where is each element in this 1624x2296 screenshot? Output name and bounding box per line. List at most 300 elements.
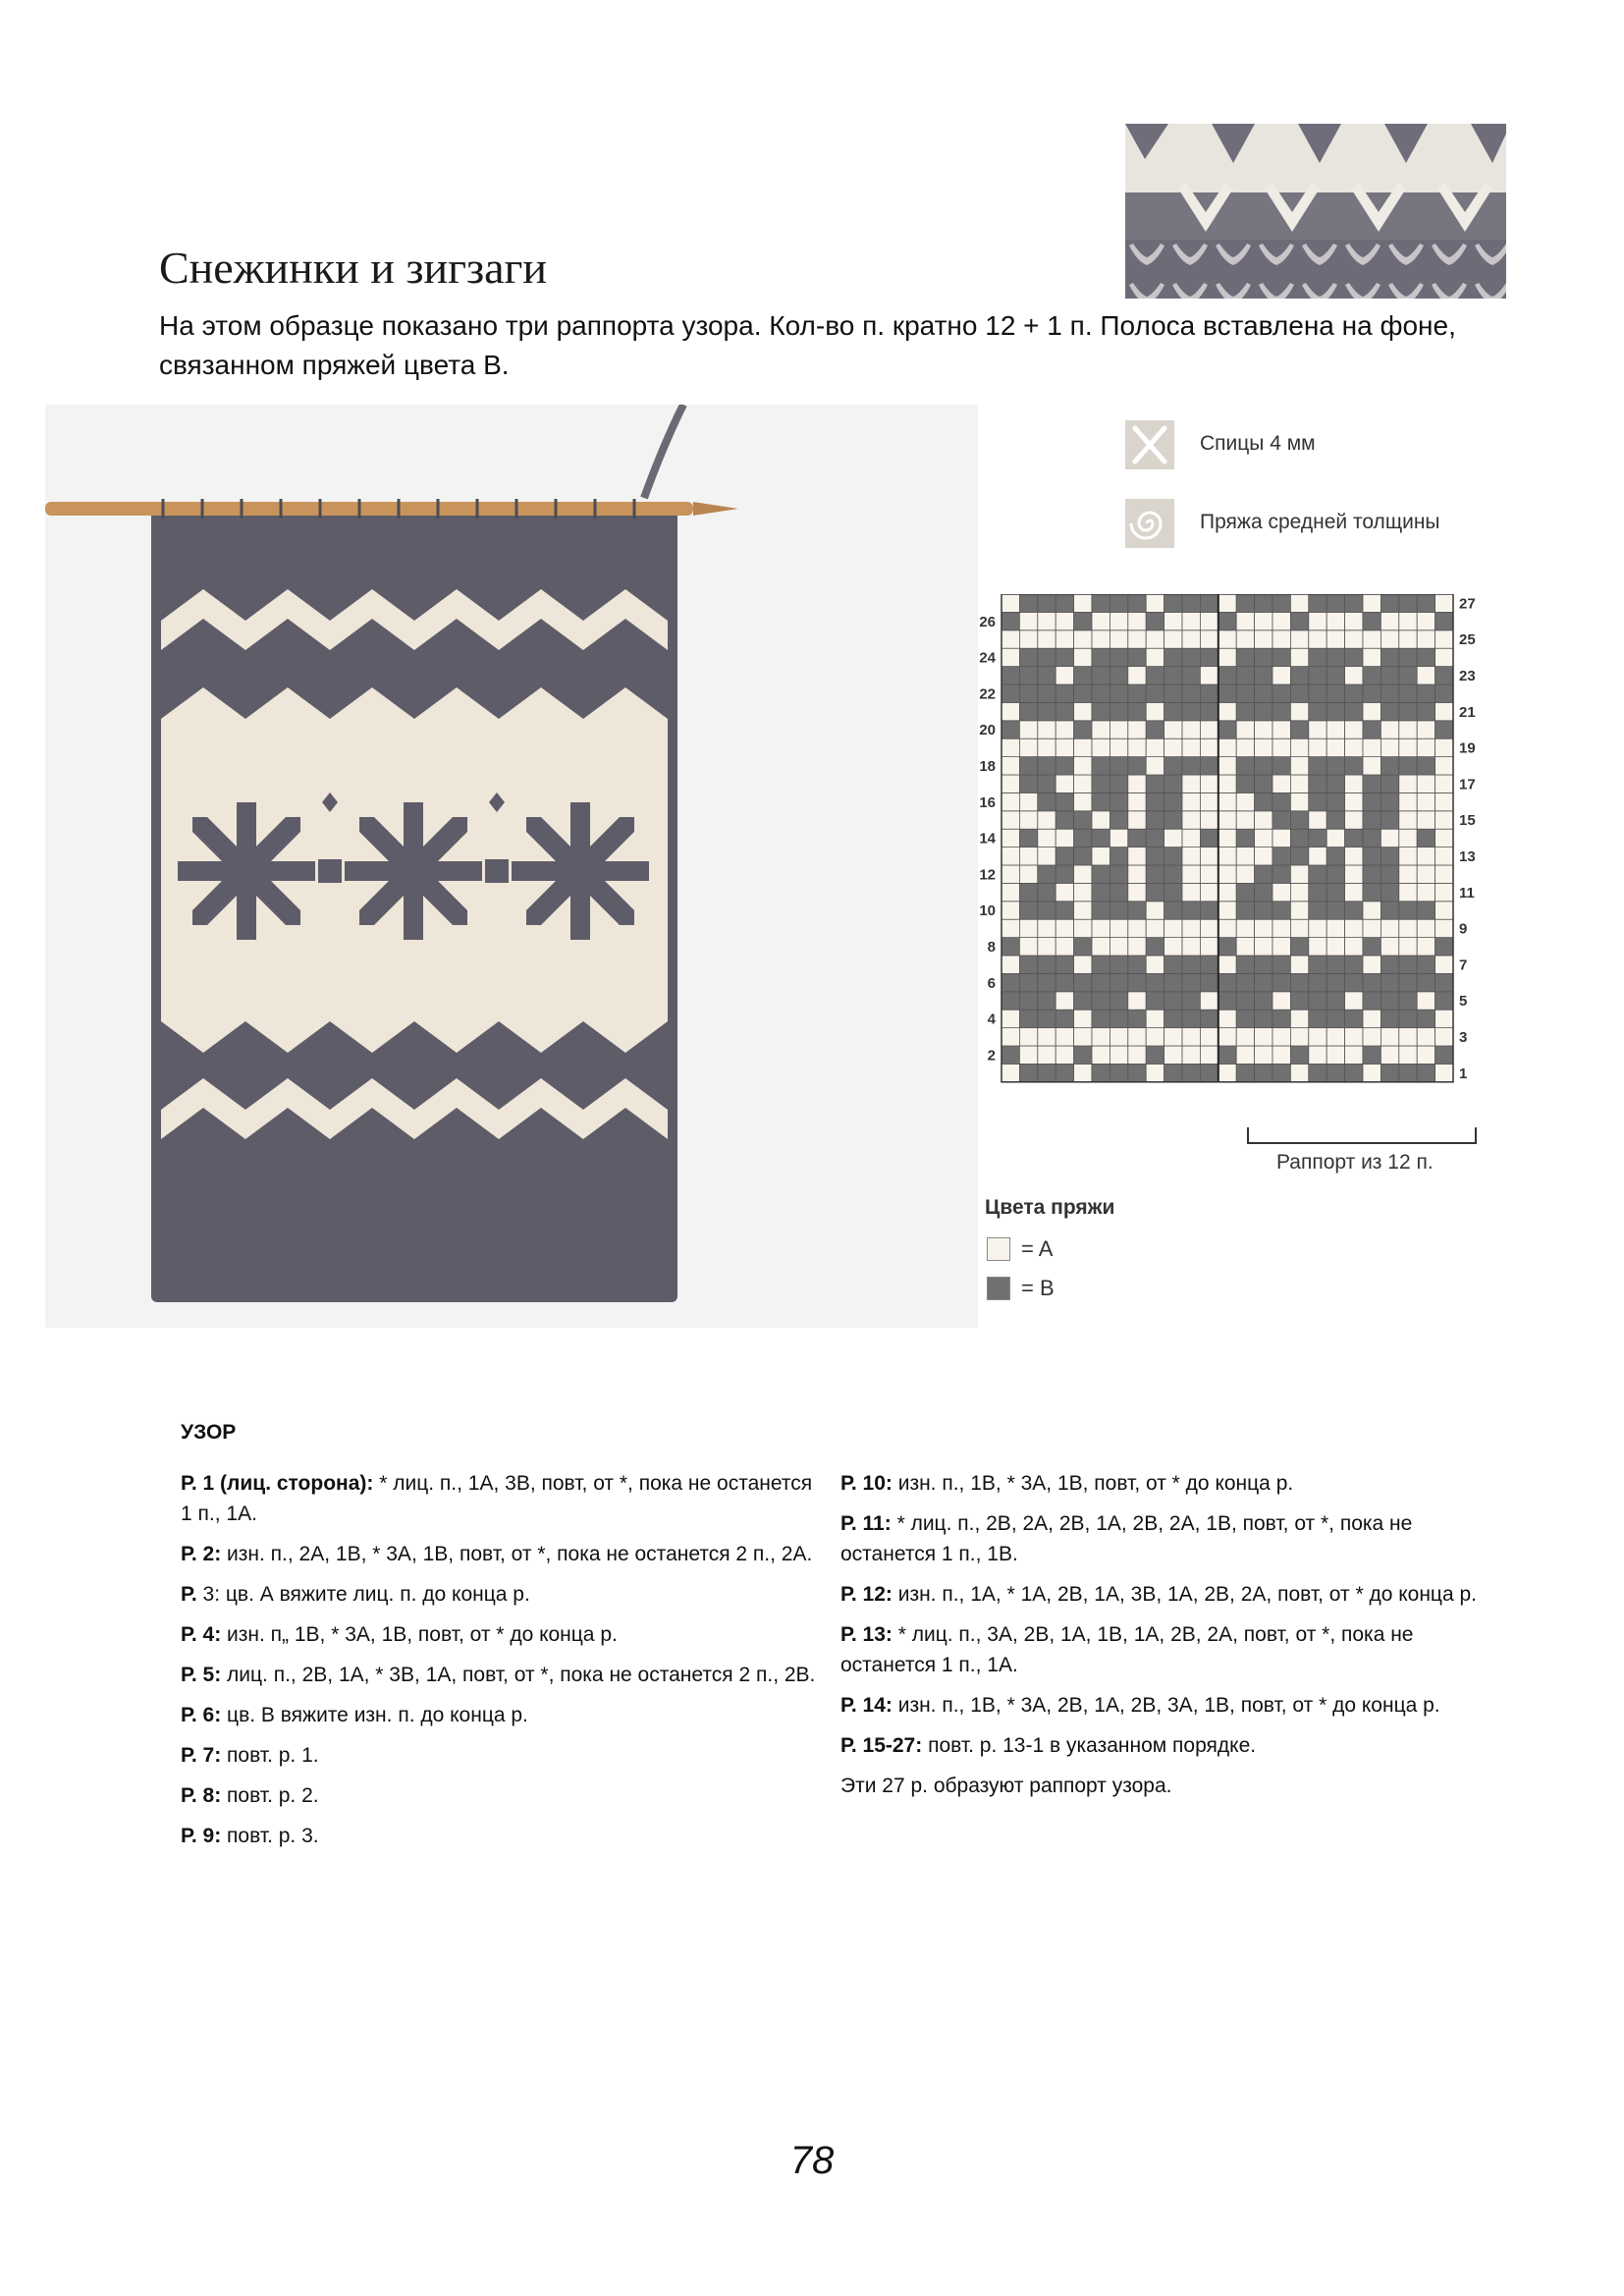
chart-cell (1038, 721, 1056, 738)
chart-cell (1110, 738, 1127, 756)
chart-cell (1019, 684, 1037, 702)
chart-cell (1326, 594, 1344, 612)
chart-cell (1074, 702, 1092, 720)
chart-cell (1001, 973, 1019, 991)
chart-cell (1309, 757, 1326, 775)
chart-cell (1326, 1064, 1344, 1081)
chart-cell (1290, 1046, 1308, 1064)
chart-cell (1435, 938, 1453, 956)
chart-cell (1019, 630, 1037, 648)
chart-cell (1309, 702, 1326, 720)
chart-cell (1164, 865, 1182, 883)
chart-cell (1435, 973, 1453, 991)
chart-cell (1380, 775, 1398, 793)
pattern-instructions-right (840, 1468, 1489, 1811)
chart-cell (1417, 919, 1435, 937)
chart-cell (1218, 1046, 1236, 1064)
chart-cell (1218, 919, 1236, 937)
chart-cell (1164, 667, 1182, 684)
chart-cell (1380, 973, 1398, 991)
chart-cell (1380, 847, 1398, 865)
chart-cell (1001, 847, 1019, 865)
chart-cell (1200, 847, 1218, 865)
chart-cell (1326, 1046, 1344, 1064)
chart-cell (1128, 919, 1146, 937)
chart-cell (1128, 667, 1146, 684)
chart-cell (1164, 594, 1182, 612)
chart-cell (1001, 612, 1019, 629)
row-number: 17 (1459, 776, 1476, 793)
chart-cell (1363, 847, 1380, 865)
chart-cell (1399, 902, 1417, 919)
chart-cell (1290, 902, 1308, 919)
chart-cell (1074, 684, 1092, 702)
chart-cell (1236, 902, 1254, 919)
row-number: 23 (1459, 667, 1476, 684)
chart-cell (1290, 612, 1308, 629)
chart-cell (1001, 594, 1019, 612)
color-a-swatch (987, 1237, 1010, 1261)
yarn-swirl-icon (1125, 499, 1174, 548)
chart-cell (1128, 992, 1146, 1010)
instruction-row-label: Р. 6: (181, 1704, 222, 1726)
chart-cell (1255, 973, 1272, 991)
chart-cell (1309, 738, 1326, 756)
chart-cell (1417, 702, 1435, 720)
chart-cell (1363, 775, 1380, 793)
row-number: 25 (1459, 631, 1476, 649)
chart-cell (1056, 594, 1073, 612)
chart-cell (1128, 1028, 1146, 1046)
chart-cell (1146, 865, 1164, 883)
chart-cell (1399, 811, 1417, 829)
chart-cell (1038, 684, 1056, 702)
chart-cell (1236, 630, 1254, 648)
chart-cell (1164, 1064, 1182, 1081)
chart-cell (1399, 938, 1417, 956)
chart-cell (1326, 738, 1344, 756)
chart-cell (1074, 829, 1092, 847)
chart-cell (1074, 847, 1092, 865)
chart-cell (1345, 721, 1363, 738)
instruction-row (840, 1508, 1489, 1569)
chart-cell (1272, 648, 1290, 666)
chart-cell (1236, 612, 1254, 629)
chart-cell (1110, 612, 1127, 629)
chart-cell (1345, 902, 1363, 919)
chart-cell (1417, 1046, 1435, 1064)
chart-cell (1110, 883, 1127, 901)
chart-cell (1092, 738, 1110, 756)
chart-cell (1417, 757, 1435, 775)
chart-cell (1363, 992, 1380, 1010)
chart-cell (1326, 902, 1344, 919)
chart-cell (1399, 648, 1417, 666)
chart-cell (1200, 738, 1218, 756)
chart-cell (1092, 684, 1110, 702)
chart-cell (1399, 865, 1417, 883)
chart-cell (1146, 902, 1164, 919)
chart-cell (1236, 721, 1254, 738)
chart-cell (1236, 992, 1254, 1010)
chart-cell (1038, 829, 1056, 847)
chart-cell (1255, 1010, 1272, 1027)
chart-cell (1399, 992, 1417, 1010)
chart-cell (1290, 829, 1308, 847)
chart-cell (1056, 667, 1073, 684)
chart-cell (1290, 721, 1308, 738)
chart-cell (1417, 648, 1435, 666)
repeat-bracket (1247, 1127, 1477, 1149)
chart-cell (1236, 684, 1254, 702)
row-number: 15 (1459, 812, 1476, 830)
chart-cell (1110, 992, 1127, 1010)
chart-cell (1290, 1010, 1308, 1027)
chart-cell (1001, 757, 1019, 775)
chart-cell (1182, 757, 1200, 775)
chart-cell (1200, 702, 1218, 720)
chart-cell (1255, 702, 1272, 720)
row-number: 9 (1459, 920, 1468, 938)
chart-cell (1128, 1046, 1146, 1064)
chart-cell (1110, 793, 1127, 810)
instruction-row (840, 1579, 1489, 1610)
chart-cell (1380, 721, 1398, 738)
instruction-row-label: Р. 1 (лиц. сторона): (181, 1472, 374, 1495)
chart-cell (1038, 793, 1056, 810)
instruction-row-text: * лиц. п., 1А, 3В, повт, от *, пока не останется 1 п., 1А. (181, 1472, 813, 1525)
page-title: Снежинки и зигзаги (159, 243, 548, 293)
chart-cell (1218, 865, 1236, 883)
instruction-row (181, 1821, 829, 1851)
chart-cell (1110, 902, 1127, 919)
chart-cell (1399, 956, 1417, 973)
chart-cell (1272, 667, 1290, 684)
chart-cell (1290, 992, 1308, 1010)
chart-cell (1345, 775, 1363, 793)
chart-cell (1417, 775, 1435, 793)
chart-cell (1345, 883, 1363, 901)
chart-cell (1038, 1046, 1056, 1064)
chart-cell (1417, 612, 1435, 629)
instruction-row-label: Р. 13: (840, 1623, 893, 1646)
chart-cell (1218, 630, 1236, 648)
instruction-row (181, 1579, 829, 1610)
chart-cell (1110, 648, 1127, 666)
chart-cell (1290, 775, 1308, 793)
chart-cell (1435, 721, 1453, 738)
chart-cell (1200, 793, 1218, 810)
chart-cell (1019, 992, 1037, 1010)
chart-cell (1218, 594, 1236, 612)
chart-cell (1092, 829, 1110, 847)
chart-cell (1326, 775, 1344, 793)
chart-cell (1146, 956, 1164, 973)
chart-cell (1255, 865, 1272, 883)
chart-cell (1164, 721, 1182, 738)
chart-cell (1380, 738, 1398, 756)
chart-cell (1074, 883, 1092, 901)
chart-cell (1110, 811, 1127, 829)
chart-cell (1255, 757, 1272, 775)
chart-cell (1435, 1046, 1453, 1064)
chart-cell (1309, 829, 1326, 847)
chart-cell (1345, 612, 1363, 629)
crossed-needles-icon (1125, 420, 1174, 469)
chart-cell (1255, 811, 1272, 829)
chart-cell (1417, 1064, 1435, 1081)
instruction-row-text: изн. п., 2А, 1В, * 3А, 1В, повт, от *, пока не останется 2 п., 2А. (221, 1543, 813, 1565)
chart-cell (1435, 738, 1453, 756)
chart-cell (1345, 1010, 1363, 1027)
row-number: 22 (979, 685, 996, 703)
chart-cell (1001, 992, 1019, 1010)
instruction-row-label: Р. 9: (181, 1825, 222, 1847)
chart-cell (1435, 919, 1453, 937)
chart-cell (1001, 793, 1019, 810)
chart-cell (1164, 973, 1182, 991)
chart-cell (1200, 1064, 1218, 1081)
chart-cell (1309, 865, 1326, 883)
chart-cell (1309, 775, 1326, 793)
chart-cell (1236, 1064, 1254, 1081)
intro-paragraph: На этом образце показано три раппорта узора. Кол-во п. кратно 12 + 1 п. Полоса вставлена на фоне, связанном пряжей цвета В. (159, 310, 1456, 380)
yarn-colors-title: Цвета пряжи (985, 1196, 1115, 1219)
chart-cell (1092, 956, 1110, 973)
chart-cell (1236, 938, 1254, 956)
chart-cell (1236, 1028, 1254, 1046)
chart-cell (1380, 865, 1398, 883)
chart-cell (1309, 594, 1326, 612)
chart-cell (1110, 702, 1127, 720)
chart-cell (1380, 992, 1398, 1010)
instruction-row-text: изн. п., 1В, * 3А, 2В, 1А, 2В, 3А, 1В, повт, от * до конца р. (892, 1694, 1440, 1717)
row-number: 3 (1459, 1028, 1468, 1046)
chart-cell (1182, 865, 1200, 883)
chart-cell (1056, 775, 1073, 793)
chart-cell (1110, 630, 1127, 648)
chart-cell (1200, 883, 1218, 901)
chart-cell (1146, 1010, 1164, 1027)
chart-cell (1417, 956, 1435, 973)
chart-cell (1290, 648, 1308, 666)
chart-cell (1182, 702, 1200, 720)
chart-cell (1218, 811, 1236, 829)
chart-cell (1236, 793, 1254, 810)
chart-cell (1019, 1028, 1037, 1046)
chart-cell (1326, 630, 1344, 648)
instruction-row (181, 1468, 829, 1529)
instruction-row (181, 1539, 829, 1569)
chart-cell (1345, 1064, 1363, 1081)
chart-cell (1038, 1010, 1056, 1027)
chart-cell (1038, 973, 1056, 991)
instruction-row-label: Р. 15-27: (840, 1734, 923, 1757)
chart-cell (1182, 973, 1200, 991)
chart-cell (1074, 793, 1092, 810)
chart-cell (1038, 938, 1056, 956)
chart-cell (1417, 738, 1435, 756)
chart-cell (1019, 865, 1037, 883)
chart-cell (1363, 811, 1380, 829)
chart-cell (1363, 738, 1380, 756)
chart-cell (1399, 1010, 1417, 1027)
chart-cell (1001, 648, 1019, 666)
chart-cell (1056, 757, 1073, 775)
chart-cell (1417, 992, 1435, 1010)
chart-cell (1363, 793, 1380, 810)
chart-cell (1380, 757, 1398, 775)
chart-cell (1309, 811, 1326, 829)
chart-cell (1019, 793, 1037, 810)
chart-cell (1417, 1010, 1435, 1027)
chart-cell (1074, 757, 1092, 775)
chart-cell (1056, 721, 1073, 738)
chart-cell (1380, 811, 1398, 829)
chart-cell (1255, 738, 1272, 756)
color-a-label: = A (1021, 1236, 1054, 1261)
chart-cell (1038, 757, 1056, 775)
chart-cell (1019, 883, 1037, 901)
chart-cell (1128, 738, 1146, 756)
instruction-row-label: Р. 8: (181, 1784, 222, 1807)
chart-cell (1326, 811, 1344, 829)
chart-cell (1345, 992, 1363, 1010)
chart-cell (1128, 938, 1146, 956)
chart-cell (1380, 938, 1398, 956)
chart-cell (1019, 938, 1037, 956)
chart-cell (1128, 684, 1146, 702)
chart-cell (1164, 757, 1182, 775)
instruction-row-text: * лиц. п., 2В, 2А, 2В, 1А, 2В, 2А, 1В, повт, от *, пока не останется 1 п., 1В. (840, 1512, 1413, 1565)
chart-cell (1435, 757, 1453, 775)
chart-cell (1236, 702, 1254, 720)
chart-cell (1218, 973, 1236, 991)
chart-cell (1164, 702, 1182, 720)
chart-cell (1128, 630, 1146, 648)
chart-cell (1074, 1010, 1092, 1027)
chart-cell (1326, 1010, 1344, 1027)
chart-cell (1345, 956, 1363, 973)
instruction-row-label: Р. 12: (840, 1583, 893, 1606)
chart-cell (1399, 883, 1417, 901)
chart-cell (1290, 594, 1308, 612)
chart-cell (1236, 956, 1254, 973)
chart-cell (1417, 938, 1435, 956)
chart-cell (1146, 811, 1164, 829)
chart-cell (1218, 721, 1236, 738)
needles-label: Спицы 4 мм (1200, 432, 1316, 455)
chart-cell (1255, 793, 1272, 810)
row-number: 16 (979, 793, 996, 811)
chart-cell (1218, 1010, 1236, 1027)
chart-cell (1038, 594, 1056, 612)
chart-cell (1363, 1028, 1380, 1046)
instruction-row (840, 1730, 1489, 1761)
chart-cell (1092, 648, 1110, 666)
chart-cell (1038, 956, 1056, 973)
chart-cell (1110, 684, 1127, 702)
chart-cell (1309, 992, 1326, 1010)
chart-cell (1110, 1010, 1127, 1027)
chart-cell (1309, 793, 1326, 810)
chart-cell (1128, 793, 1146, 810)
chart-cell (1363, 612, 1380, 629)
swatch-closeup-photo (1125, 124, 1506, 299)
chart-cell (1056, 1010, 1073, 1027)
chart-cell (1146, 648, 1164, 666)
chart-cell (1399, 919, 1417, 937)
row-number: 27 (1459, 595, 1476, 613)
chart-cell (1345, 919, 1363, 937)
chart-cell (1128, 902, 1146, 919)
chart-cell (1001, 938, 1019, 956)
chart-cell (1435, 775, 1453, 793)
chart-cell (1164, 612, 1182, 629)
chart-cell (1236, 883, 1254, 901)
chart-cell (1146, 757, 1164, 775)
chart-cell (1309, 1064, 1326, 1081)
row-number: 11 (1459, 884, 1475, 902)
chart-cell (1309, 648, 1326, 666)
chart-cell (1326, 992, 1344, 1010)
chart-cell (1200, 1028, 1218, 1046)
chart-cell (1218, 938, 1236, 956)
chart-cell (1380, 919, 1398, 937)
chart-cell (1146, 992, 1164, 1010)
chart-cell (1128, 811, 1146, 829)
chart-cell (1001, 865, 1019, 883)
chart-cell (1074, 648, 1092, 666)
chart-cell (1019, 721, 1037, 738)
chart-cell (1435, 684, 1453, 702)
chart-cell (1019, 648, 1037, 666)
chart-cell (1056, 702, 1073, 720)
chart-cell (1255, 902, 1272, 919)
chart-cell (1056, 811, 1073, 829)
chart-cell (1326, 721, 1344, 738)
chart-cell (1435, 702, 1453, 720)
row-number: 19 (1459, 739, 1476, 757)
chart-cell (1236, 648, 1254, 666)
chart-cell (1345, 648, 1363, 666)
chart-cell (1399, 667, 1417, 684)
chart-cell (1146, 793, 1164, 810)
instruction-row-label: Р. 10: (840, 1472, 893, 1495)
chart-cell (1092, 667, 1110, 684)
instruction-row-text: * лиц. п., 3А, 2В, 1А, 1В, 1А, 2В, 2А, повт, от *, пока не останется 1 п., 1А. (840, 1623, 1414, 1676)
chart-cell (1074, 1046, 1092, 1064)
chart-cell (1236, 919, 1254, 937)
chart-cell (1290, 847, 1308, 865)
chart-cell (1290, 919, 1308, 937)
chart-cell (1092, 1064, 1110, 1081)
chart-cell (1290, 973, 1308, 991)
chart-cell (1092, 938, 1110, 956)
chart-cell (1218, 702, 1236, 720)
chart-cell (1056, 738, 1073, 756)
chart-cell (1272, 938, 1290, 956)
chart-cell (1290, 757, 1308, 775)
chart-cell (1092, 757, 1110, 775)
chart-cell (1218, 1064, 1236, 1081)
chart-cell (1001, 1064, 1019, 1081)
chart-cell (1092, 919, 1110, 937)
chart-cell (1326, 612, 1344, 629)
chart-cell (1255, 648, 1272, 666)
chart-cell (1146, 612, 1164, 629)
chart-cell (1038, 865, 1056, 883)
